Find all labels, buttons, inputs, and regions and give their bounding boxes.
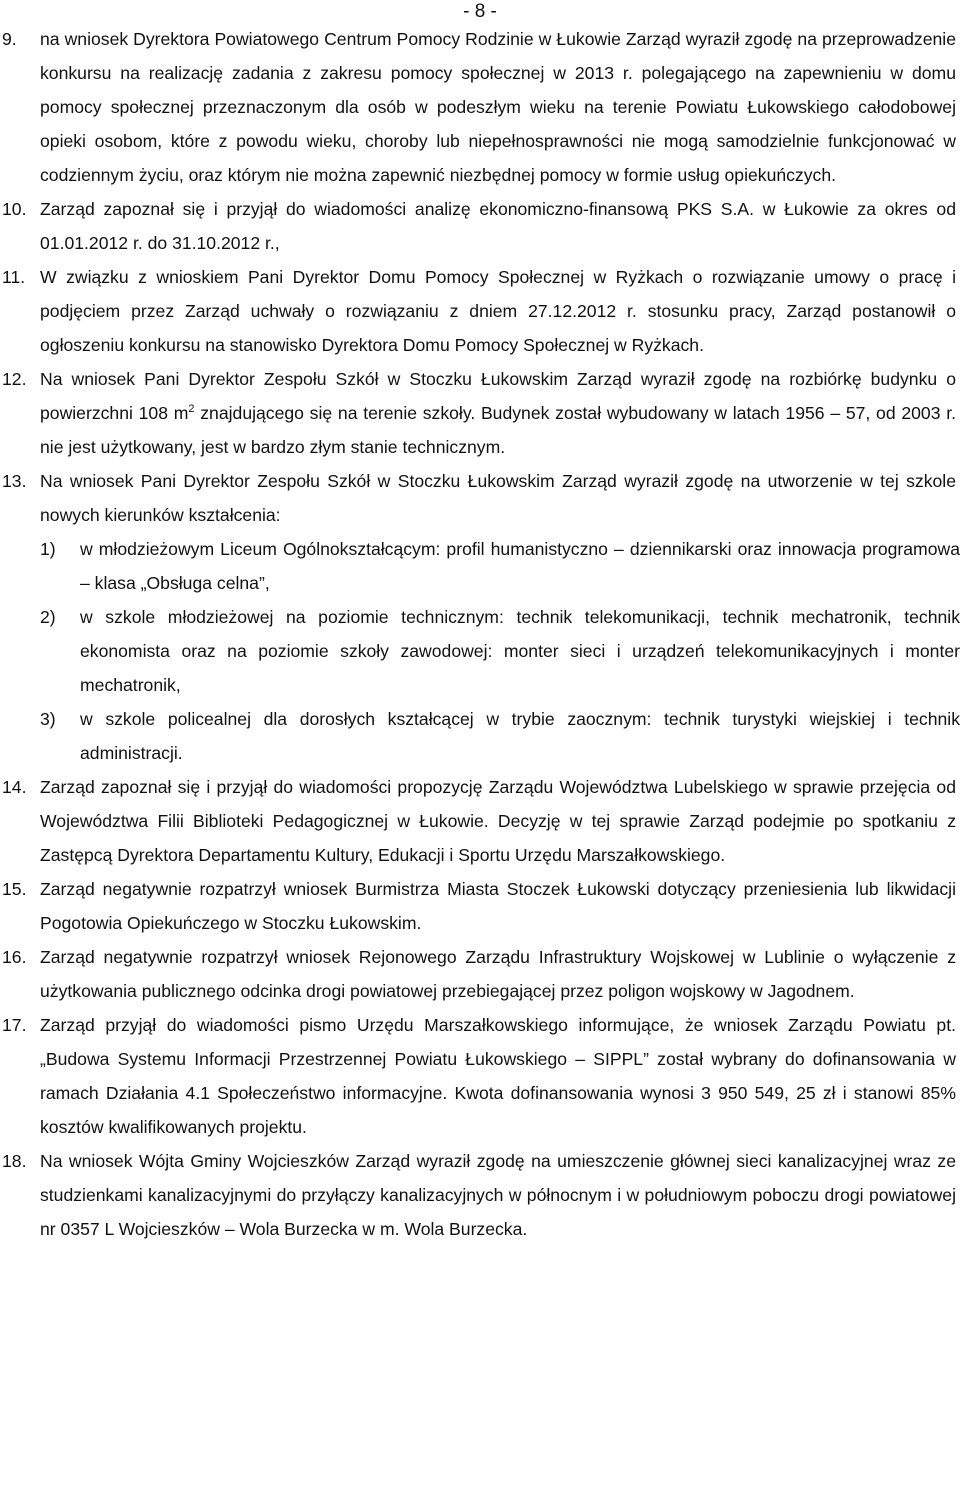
sublist-number: 1)	[40, 539, 56, 559]
page-number: - 8 -	[463, 1, 497, 22]
item-text: W związku z wnioskiem Pani Dyrektor Domu Pomocy Społecznej w Ryżkach o rozwiązanie umowy o pracę i podjęciem przez Zarząd uchwały o rozwiązaniu z dniem 27.12.2012 r. stosunku pracy, Zarząd postanowił o ogłoszeniu konkursu na stanowisko Dyrektora Domu Pomocy Społecznej w Ryżkach.	[40, 267, 956, 355]
list-item-15	[0, 872, 960, 940]
list-item-13	[0, 464, 960, 532]
item-text: Zarząd przyjął do wiadomości pismo Urzędu Marszałkowskiego informujące, że wniosek Zarządu Powiatu pt. „Budowa Systemu Informacji Przestrzennej Powiatu Łukowskiego – SIPPL” został wybrany do dofinansowania w ramach Działania 4.1 Społeczeństwo informacyjne. Kwota dofinansowania wynosi 3 950 549, 25 zł i stanowi 85% kosztów kwalifikowanych projektu.	[40, 1015, 956, 1137]
item-number: 10.	[2, 199, 27, 219]
sublist	[0, 532, 960, 770]
item-number: 17.	[2, 1015, 27, 1035]
item-text: na wniosek Dyrektora Powiatowego Centrum Pomocy Rodzinie w Łukowie Zarząd wyraził zgodę na przeprowadzenie konkursu na realizację zadania z zakresu pomocy społecznej w 2013 r. polegającego na zapewnieniu w domu pomocy społecznej przeznaczonym dla osób w podeszłym wieku na terenie Powiatu Łukowskiego całodobowej opieki osobom, które z powodu wieku, choroby lub niepełnosprawności nie mogą samodzielnie funkcjonować w codziennym życiu, oraz którym nie można zapewnić niezbędnej pomocy w formie usług opiekuńczych.	[40, 29, 956, 185]
document-body	[0, 22, 960, 1246]
item-number: 13.	[2, 471, 27, 491]
item-text: Zarząd negatywnie rozpatrzył wniosek Burmistrza Miasta Stoczek Łukowski dotyczący przeniesienia lub likwidacji Pogotowia Opiekuńczego w Stoczku Łukowskim.	[40, 879, 956, 933]
list-item-10	[0, 192, 960, 260]
item-number: 14.	[2, 777, 27, 797]
item-text: Na wniosek Pani Dyrektor Zespołu Szkół w Stoczku Łukowskim Zarząd wyraził zgodę na utworzenie w tej szkole nowych kierunków kształcenia:	[40, 471, 956, 525]
sublist-number: 3)	[40, 709, 56, 729]
item-text: Zarząd zapoznał się i przyjął do wiadomości propozycję Zarządu Województwa Lubelskiego w sprawie przejęcia od Województwa Filii Biblioteki Pedagogicznej w Łukowie. Decyzję w tej sprawie Zarząd podejmie po spotkaniu z Zastępcą Dyrektora Departamentu Kultury, Edukacji i Sportu Urzędu Marszałkowskiego.	[40, 777, 956, 865]
list-item-17	[0, 1008, 960, 1144]
list-item-14	[0, 770, 960, 872]
item-number: 11.	[2, 267, 26, 287]
list-item-11	[0, 260, 960, 362]
sublist-number: 2)	[40, 607, 56, 627]
list-item-16	[0, 940, 960, 1008]
sublist-text: w szkole młodzieżowej na poziomie technicznym: technik telekomunikacji, technik mechatronik, technik ekonomista oraz na poziomie szkoły zawodowej: monter sieci i urządzeń telekomunikacyjnych i monter mechatronik,	[80, 607, 960, 695]
item-text: Na wniosek Wójta Gminy Wojcieszków Zarząd wyraził zgodę na umieszczenie głównej sieci kanalizacyjnej wraz ze studzienkami kanalizacyjnymi do przyłączy kanalizacyjnych w północnym i w południowym poboczu drogi powiatowej nr 0357 L Wojcieszków – Wola Burzecka w m. Wola Burzecka.	[40, 1151, 956, 1239]
sublist-text: w młodzieżowym Liceum Ogólnokształcącym: profil humanistyczno – dziennikarski oraz innowacja programowa – klasa „Obsługa celna”,	[80, 539, 960, 593]
list-item-9	[0, 22, 960, 192]
item-number: 18.	[2, 1151, 27, 1171]
sublist-item	[0, 702, 960, 770]
superscript: 2	[188, 403, 195, 416]
item-number: 16.	[2, 947, 27, 967]
list-item-18	[0, 1144, 960, 1246]
item-number: 15.	[2, 879, 27, 899]
item-text: Zarząd negatywnie rozpatrzył wniosek Rejonowego Zarządu Infrastruktury Wojskowej w Lublinie o wyłączenie z użytkowania publicznego odcinka drogi powiatowej przebiegającej przez poligon wojskowy w Jagodnem.	[40, 947, 956, 1001]
item-text	[40, 362, 956, 464]
item-number: 12.	[2, 369, 27, 389]
item-number: 9.	[2, 29, 17, 49]
item-text-part: Na wniosek Pani Dyrektor Zespołu Szkół w Stoczku Łukowskim Zarząd wyraził zgodę na rozbiórkę budynku o powierzchni 108 m	[40, 369, 956, 423]
sublist-item	[0, 600, 960, 702]
sublist-item	[0, 532, 960, 600]
item-text-part: znajdującego się na terenie szkoły. Budynek został wybudowany w latach 1956 – 57, od 2003 r. nie jest użytkowany, jest w bardzo złym stanie technicznym.	[40, 403, 956, 457]
list-item-12	[0, 362, 960, 464]
sublist-text: w szkole policealnej dla dorosłych kształcącej w trybie zaocznym: technik turystyki wiejskiej i technik administracji.	[80, 709, 960, 763]
item-text: Zarząd zapoznał się i przyjął do wiadomości analizę ekonomiczno-finansową PKS S.A. w Łukowie za okres od 01.01.2012 r. do 31.10.2012 r.,	[40, 199, 956, 253]
